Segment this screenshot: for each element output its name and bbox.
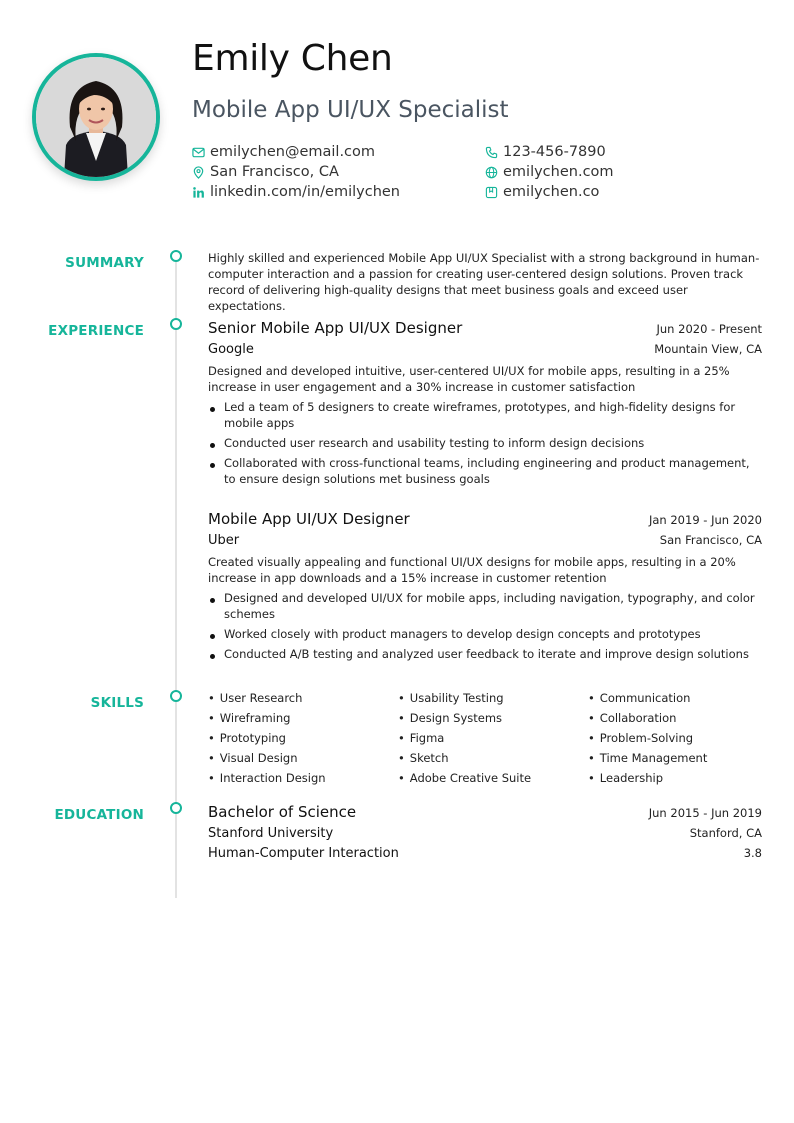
skill-item: • User Research xyxy=(208,690,398,706)
education-degree: Bachelor of Science xyxy=(208,803,357,821)
skill-item: • Visual Design xyxy=(208,750,398,766)
job-company: Uber xyxy=(208,533,240,548)
contact-website[interactable] xyxy=(485,162,614,182)
profile-photo xyxy=(32,53,160,181)
skills-grid xyxy=(208,690,762,786)
timeline-dot-education xyxy=(170,802,182,814)
skill-item: • Collaboration xyxy=(588,710,762,726)
skill-item: • Wireframing xyxy=(208,710,398,726)
contact-portfolio-text: emilychen.co xyxy=(503,184,600,200)
skill-item: • Time Management xyxy=(588,750,762,766)
list-item: Led a team of 5 designers to create wireframes, prototypes, and high-fidelity designs for mobile apps xyxy=(208,399,762,431)
skill-item: • Design Systems xyxy=(398,710,588,726)
avatar xyxy=(36,57,156,177)
job-entry xyxy=(208,319,762,487)
contact-phone[interactable] xyxy=(485,142,606,162)
list-item: Worked closely with product managers to develop design concepts and prototypes xyxy=(208,626,762,642)
contact-portfolio[interactable] xyxy=(485,182,599,202)
skill-item: • Adobe Creative Suite xyxy=(398,770,588,786)
location-pin-icon xyxy=(192,166,205,179)
timeline-dot-summary xyxy=(170,250,182,262)
candidate-name: Emily Chen xyxy=(192,38,393,79)
education-section xyxy=(208,803,762,861)
section-label-education: EDUCATION xyxy=(54,807,144,823)
contact-location-text: San Francisco, CA xyxy=(210,164,339,180)
job-dates: Jun 2020 - Present xyxy=(656,322,762,336)
skill-item: • Interaction Design xyxy=(208,770,398,786)
globe-icon xyxy=(485,166,498,179)
skill-item: • Leadership xyxy=(588,770,762,786)
section-label-skills: SKILLS xyxy=(90,695,144,711)
list-item: Conducted user research and usability testing to inform design decisions xyxy=(208,435,762,451)
skill-item: • Communication xyxy=(588,690,762,706)
education-gpa: 3.8 xyxy=(743,846,762,860)
contact-linkedin[interactable] xyxy=(192,182,400,202)
experience-section xyxy=(208,319,762,491)
section-label-experience: EXPERIENCE xyxy=(48,323,144,339)
timeline-dot-skills xyxy=(170,690,182,702)
contact-location xyxy=(192,162,339,182)
linkedin-icon xyxy=(192,186,205,199)
job-title: Senior Mobile App UI/UX Designer xyxy=(208,319,463,337)
job-description: Created visually appealing and functional UI/UX designs for mobile apps, resulting in a 20% increase in app downloads and a 15% increase in customer retention xyxy=(208,555,736,585)
list-item: Conducted A/B testing and analyzed user feedback to iterate and improve design solutions xyxy=(208,646,762,662)
job-title: Mobile App UI/UX Designer xyxy=(208,510,410,528)
contact-email-text: emilychen@email.com xyxy=(210,144,376,160)
phone-icon xyxy=(485,146,498,159)
candidate-title: Mobile App UI/UX Specialist xyxy=(192,97,509,123)
summary-text: Highly skilled and experienced Mobile App UI/UX Specialist with a strong background in human-computer interaction and a passion for creating user-centered design solutions. Proven track record of delivering high-quality designs that meet business goals and exceed user expectations. xyxy=(208,251,760,313)
job-location: Mountain View, CA xyxy=(654,342,762,356)
list-item: Designed and developed UI/UX for mobile apps, including navigation, typography, and color schemes xyxy=(208,590,762,622)
contact-website-text: emilychen.com xyxy=(503,164,614,180)
section-label-summary: SUMMARY xyxy=(65,255,144,271)
education-field: Human-Computer Interaction xyxy=(208,846,399,861)
skill-item: • Usability Testing xyxy=(398,690,588,706)
skill-item: • Figma xyxy=(398,730,588,746)
job-entry xyxy=(208,510,762,662)
contact-email[interactable] xyxy=(192,142,375,162)
education-dates: Jun 2015 - Jun 2019 xyxy=(648,806,762,820)
job-bullets xyxy=(208,399,762,487)
portfolio-icon xyxy=(485,186,498,199)
job-location: San Francisco, CA xyxy=(659,533,762,547)
experience-section-2 xyxy=(208,510,762,666)
contact-linkedin-text: linkedin.com/in/emilychen xyxy=(210,184,400,200)
summary-section xyxy=(208,250,762,314)
job-description: Designed and developed intuitive, user-centered UI/UX for mobile apps, resulting in a 25% increase in user engagement and a 30% increase in customer satisfaction xyxy=(208,364,730,394)
contact-phone-text: 123-456-7890 xyxy=(503,144,606,160)
list-item: Collaborated with cross-functional teams, including engineering and product management, to ensure design solutions met business goals xyxy=(208,455,762,487)
job-company: Google xyxy=(208,342,254,357)
timeline-dot-experience xyxy=(170,318,182,330)
skill-item: • Prototyping xyxy=(208,730,398,746)
education-location: Stanford, CA xyxy=(689,826,762,840)
job-dates: Jan 2019 - Jun 2020 xyxy=(648,513,762,527)
job-bullets xyxy=(208,590,762,662)
mail-icon xyxy=(192,146,205,159)
skill-item: • Sketch xyxy=(398,750,588,766)
education-school: Stanford University xyxy=(208,826,334,841)
skill-item: • Problem-Solving xyxy=(588,730,762,746)
skills-section xyxy=(208,690,762,786)
